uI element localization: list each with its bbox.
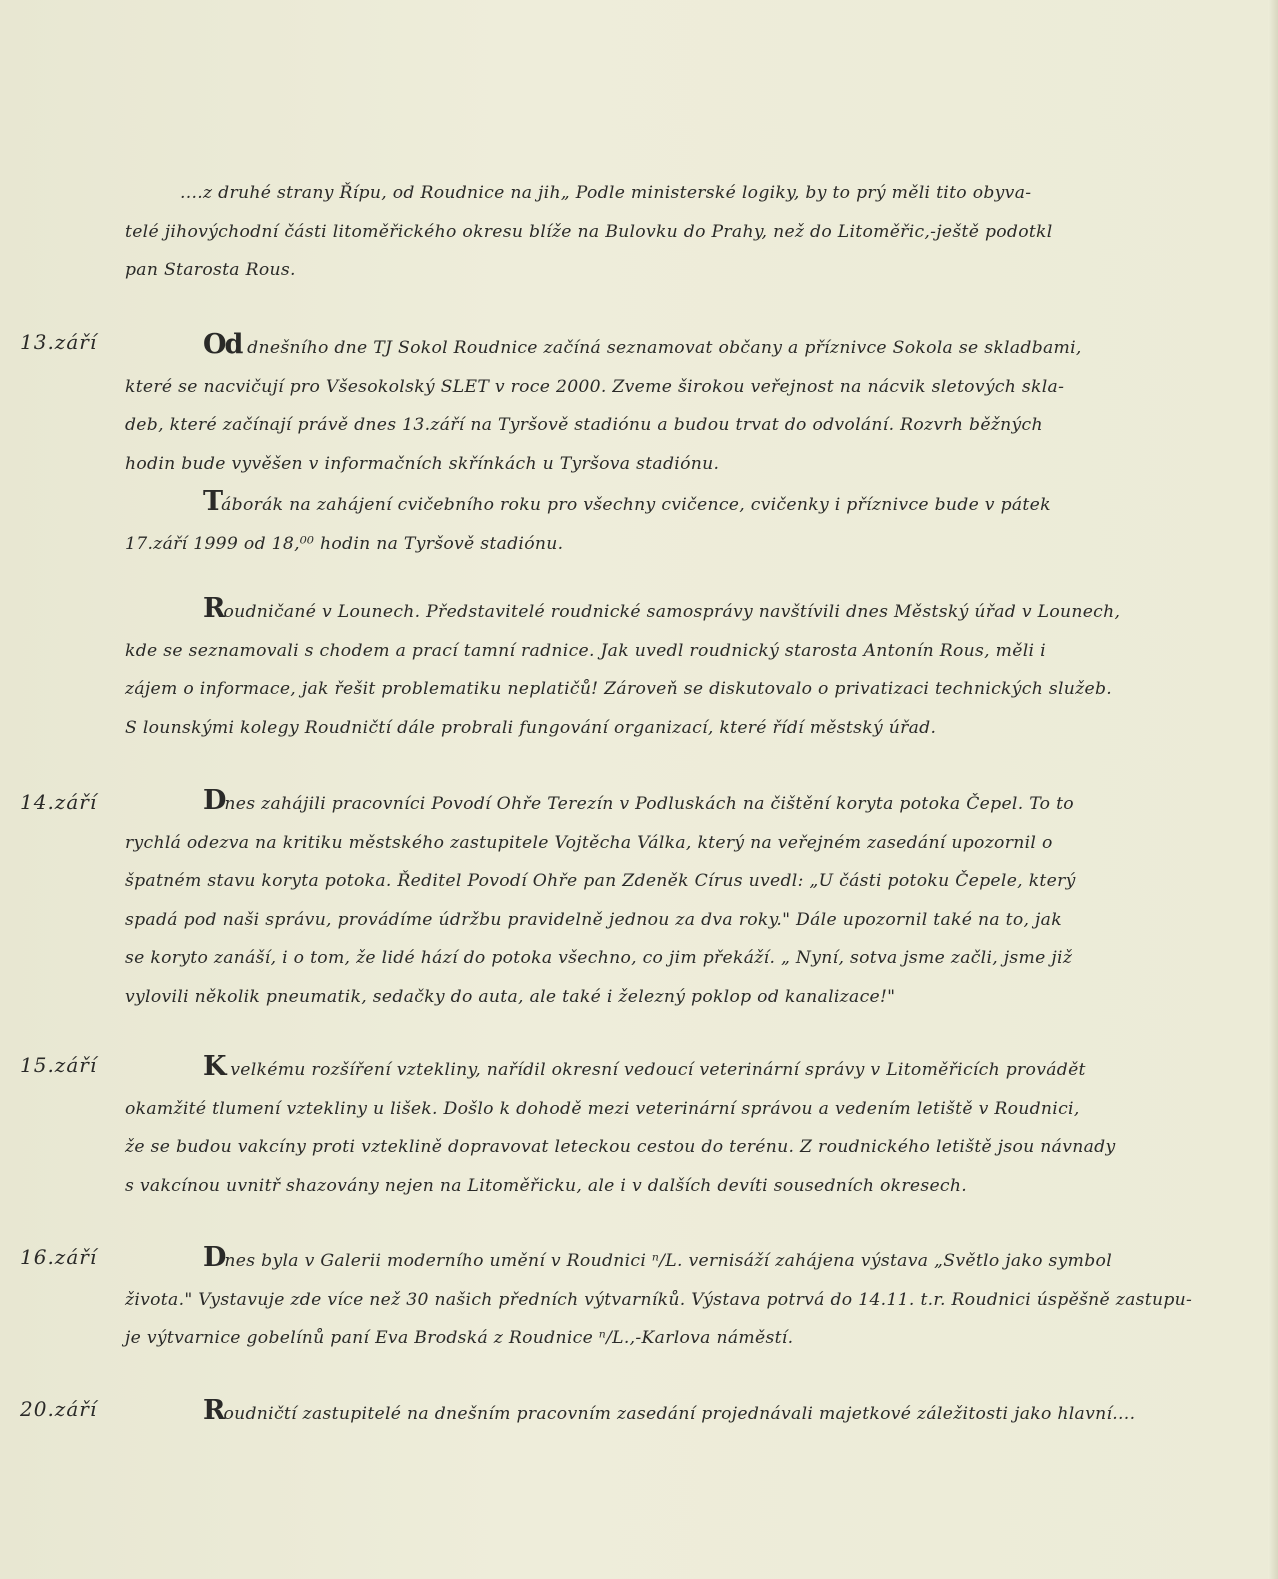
entry-line: s vakcínou uvnitř shazovány nejen na Litoměřicku, ale i v dalších devíti sousedních okresech.	[125, 1175, 967, 1196]
initial-letter: K	[203, 1051, 225, 1082]
entry-line: života." Vystavuje zde více než 30 našich předních výtvarníků. Výstava potrvá do 14.11. t.r. Roudnici úspěšně zastupu-	[125, 1289, 1193, 1310]
entry-date: 15.září	[20, 1053, 98, 1077]
entry-line: je výtvarnice gobelínů paní Eva Brodská z Roudnice ⁿ/L.,-Karlova náměstí.	[125, 1328, 794, 1348]
entry-cepel	[125, 782, 1180, 1016]
entry-date: 14.září	[20, 790, 98, 814]
entry-date: 16.září	[20, 1245, 98, 1269]
entry-line	[125, 782, 1180, 824]
entry-line: že se budou vakcíny proti vzteklině dopravovat leteckou cestou do terénu. Z roudnického letiště jsou návnady	[125, 1137, 1116, 1157]
entry-line: hodin bude vyvěšen v informačních skřínkách u Tyršova stadiónu.	[125, 453, 720, 474]
page-edge-shadow	[1268, 0, 1278, 1579]
initial-letter: D	[203, 785, 225, 816]
entry-line: které se nacvičují pro Všesokolský SLET v roce 2000. Zveme širokou veřejnost na nácvik sletových skla-	[125, 376, 1065, 397]
initial-letter: D	[203, 1242, 225, 1273]
entry-line-text: dnešního dne TJ Sokol Roudnice začíná seznamovat občany a příznivce Sokola se skladbami,	[241, 338, 1082, 358]
entry-line	[125, 326, 1180, 368]
entry-date: 20.září	[20, 1397, 98, 1421]
entry-line-text: oudničané v Lounech. Představitelé roudnické samosprávy navštívili dnes Městský úřad v Lounech,	[223, 602, 1121, 622]
entry-line: se koryto zanáší, i o tom, že lidé hází do potoka všechno, co jim překáží. „ Nyní, sotva jsme začli, jsme již	[125, 948, 1073, 968]
initial-letter: T	[203, 486, 222, 517]
entry-zastupitele	[125, 1392, 1180, 1434]
entry-line: pan Starosta Rous.	[125, 260, 296, 280]
entry-line-text: áborák na zahájení cvičebního roku pro všechny cvičence, cvičenky i příznivce bude v pátek	[221, 495, 1051, 515]
entry-line: deb, které začínají právě dnes 13.září na Tyršově stadiónu a budou trvat do odvolání. Rozvrh běžných	[125, 415, 1043, 435]
entry-line: S lounskými kolegy Roudničtí dále probrali fungování organizací, které řídí městský úřad.	[125, 717, 937, 738]
initial-letter: R	[203, 593, 224, 624]
entry-sokol	[125, 326, 1180, 563]
entry-line: telé jihovýchodní části litoměřického okresu blíže na Bulovku do Prahy, než do Litoměřic,-ještě podotkl	[125, 221, 1053, 242]
entry-line: spadá pod naši správu, provádíme údržbu pravidelně jednou za dva roky." Dále upozornil také na to, jak	[125, 909, 1062, 930]
entry-line	[125, 590, 1180, 632]
entry-line	[125, 1239, 1180, 1281]
entry-louny	[125, 590, 1180, 747]
entry-line	[125, 1048, 1180, 1090]
entry-line	[125, 1392, 1180, 1434]
entry-line-text: nes byla v Galerii moderního umění v Roudnici ⁿ/L. vernisáží zahájena výstava „Světlo jako symbol	[224, 1251, 1113, 1271]
entry-date: 13.září	[20, 330, 98, 354]
entry-galerie	[125, 1239, 1193, 1358]
entry-line: zájem o informace, jak řešit problematiku neplatičů! Zároveň se diskutovalo o privatizaci technických služeb.	[125, 679, 1113, 699]
entry-line: ....z druhé strany Řípu, od Roudnice na jih„ Podle ministerské logiky, by to prý měli tito obyva-	[180, 183, 1032, 203]
entry-line	[125, 483, 1180, 525]
initial-letter: Od	[203, 329, 242, 360]
entry-line: rychlá odezva na kritiku městského zastupitele Vojtěcha Válka, který na veřejném zasedání upozornil o	[125, 832, 1053, 853]
entry-line: kde se seznamovali s chodem a prací tamní radnice. Jak uvedl roudnický starosta Antonín Rous, měli i	[125, 640, 1046, 661]
entry-line: vylovili několik pneumatik, sedačky do auta, ale také i železný poklop od kanalizace!"	[125, 986, 896, 1007]
entry-vzteklina	[125, 1048, 1180, 1205]
entry-line-text: oudničtí zastupitelé na dnešním pracovním zasedání projednávali majetkové záležitosti jako hlavní....	[223, 1404, 1136, 1424]
initial-letter: R	[203, 1395, 224, 1426]
entry-continuation	[125, 174, 1180, 290]
entry-line: špatném stavu koryta potoka. Ředitel Povodí Ohře pan Zdeněk Círus uvedl: „U části potoku Čepele, který	[125, 871, 1076, 891]
entry-line: okamžité tlumení vztekliny u lišek. Došlo k dohodě mezi veterinární správou a vedením letiště v Roudnici,	[125, 1098, 1080, 1119]
entry-line-text: velkému rozšíření vztekliny, nařídil okresní vedoucí veterinární správy v Litoměřicích provádět	[224, 1060, 1086, 1080]
entry-line-text: nes zahájili pracovníci Povodí Ohře Terezín v Podluskách na čištění koryta potoka Čepel. To to	[224, 794, 1074, 814]
entry-line: 17.září 1999 od 18,⁰⁰ hodin na Tyršově stadiónu.	[125, 533, 564, 554]
